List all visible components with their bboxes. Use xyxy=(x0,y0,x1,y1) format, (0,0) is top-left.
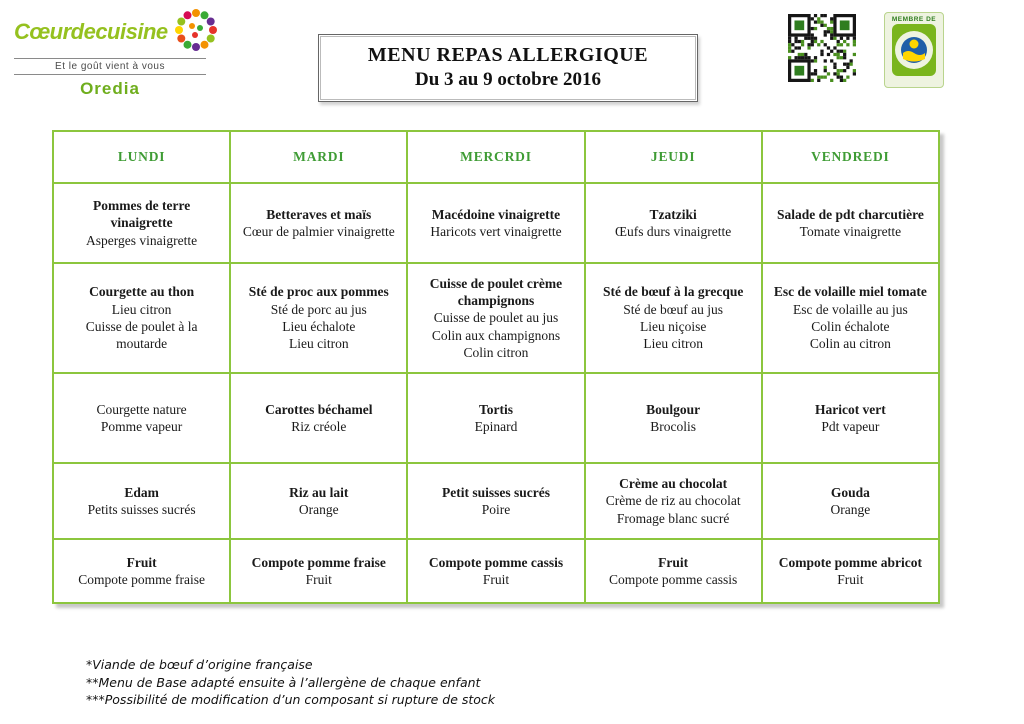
menu-line: Fruit xyxy=(837,572,864,587)
footnote: **Menu de Base adapté ensuite à l’allergène de chaque enfant xyxy=(86,674,481,690)
menu-line: Pdt vapeur xyxy=(821,419,880,434)
cell-laitages-mercrdi xyxy=(407,463,584,539)
table-body xyxy=(53,183,939,603)
menu-line: Courgette au thon xyxy=(89,284,195,300)
menu-line: Tomate vinaigrette xyxy=(799,224,902,239)
menu-line: Lieu échalote xyxy=(282,319,356,334)
menu-line: Colin aux champignons xyxy=(431,327,561,343)
cell-plats-mercrdi xyxy=(407,263,584,373)
menu-line: Fruit xyxy=(126,554,157,570)
cell-accompagnements-vendredi xyxy=(762,373,939,463)
menu-line: Compote pomme fraise xyxy=(78,572,205,587)
menu-line: Pomme vapeur xyxy=(100,419,183,434)
menu-line: Colin citron xyxy=(463,344,529,360)
menu-line: Fromage blanc sucré xyxy=(616,510,730,526)
cell-plats-mardi xyxy=(230,263,407,373)
menu-line: Haricots vert vinaigrette xyxy=(430,224,562,239)
menu-line: Sté de proc aux pommes xyxy=(248,284,389,300)
menu-line: Crème de riz au chocolat xyxy=(605,493,741,509)
menu-line: Sté de bœuf au jus xyxy=(623,301,724,317)
menu-line: Courgette nature xyxy=(96,401,187,417)
menu-row-plats xyxy=(53,263,939,373)
qr-code-icon xyxy=(788,14,856,82)
cell-accompagnements-mardi xyxy=(230,373,407,463)
menu-row-accompagnements xyxy=(53,373,939,463)
member-badge-text: MEMBRE DE xyxy=(891,16,937,23)
menu-line: Compote pomme cassis xyxy=(428,554,564,570)
menu-line: Edam xyxy=(124,484,159,500)
column-header-mercrdi: MERCRDI xyxy=(407,131,584,183)
menu-line: Orange xyxy=(298,502,339,517)
bretagne-emblem-icon xyxy=(890,24,938,83)
cell-entrees-lundi xyxy=(53,183,230,263)
menu-line: Lieu citron xyxy=(288,336,349,352)
menu-line: Fruit xyxy=(482,572,510,587)
menu-line: Asperges vinaigrette xyxy=(86,232,198,248)
menu-line: Haricot vert xyxy=(814,401,886,417)
column-header-mardi: MARDI xyxy=(230,131,407,183)
menu-line: Lieu citron xyxy=(111,301,172,317)
cell-accompagnements-mercrdi xyxy=(407,373,584,463)
menu-line: Cuisse de poulet crème champignons xyxy=(429,275,563,309)
menu-line: Petits suisses sucrés xyxy=(87,502,196,517)
menu-line: Lieu niçoise xyxy=(639,319,707,334)
menu-line: Macédoine vinaigrette xyxy=(431,206,561,222)
title-box xyxy=(318,34,698,102)
cell-accompagnements-jeudi xyxy=(585,373,762,463)
cell-desserts-mercrdi xyxy=(407,539,584,603)
logo xyxy=(14,10,214,99)
menu-line: Boulgour xyxy=(646,401,701,417)
cell-plats-vendredi xyxy=(762,263,939,373)
menu-line: Carottes béchamel xyxy=(265,401,373,417)
menu-line: Gouda xyxy=(830,484,870,500)
menu-line: Sté de bœuf à la grecque xyxy=(602,284,744,300)
cell-desserts-jeudi xyxy=(585,539,762,603)
vegetable-dots-icon xyxy=(170,4,222,61)
cell-desserts-lundi xyxy=(53,539,230,603)
cell-laitages-vendredi xyxy=(762,463,939,539)
menu-line: Poire xyxy=(481,502,511,517)
menu-line: Fruit xyxy=(305,572,332,587)
column-header-vendredi: VENDREDI xyxy=(762,131,939,183)
menu-date-range: Du 3 au 9 octobre 2016 xyxy=(415,69,601,90)
cell-plats-lundi xyxy=(53,263,230,373)
menu-line: Compote pomme cassis xyxy=(609,572,738,587)
menu-line: Colin au citron xyxy=(809,336,891,352)
cell-laitages-mardi xyxy=(230,463,407,539)
footnote: ***Possibilité de modification d’un composant si rupture de stock xyxy=(86,692,496,707)
menu-line: Esc de volaille miel tomate xyxy=(773,284,927,300)
menu-line: Riz au lait xyxy=(289,484,349,500)
menu-title: MENU REPAS ALLERGIQUE xyxy=(367,44,649,66)
menu-line: Œufs durs vinaigrette xyxy=(615,224,732,239)
menu-line: Fruit xyxy=(658,554,689,570)
menu-line: Orange xyxy=(830,502,871,517)
cell-desserts-vendredi xyxy=(762,539,939,603)
footnotes xyxy=(86,656,495,709)
menu-line: Pommes de terre vinaigrette xyxy=(92,198,191,231)
menu-line: Lieu citron xyxy=(643,336,703,352)
cell-entrees-jeudi xyxy=(585,183,762,263)
menu-row-desserts xyxy=(53,539,939,603)
menu-line: Tzatziki xyxy=(649,206,697,222)
menu-line: Sté de porc au jus xyxy=(270,301,367,317)
menu-line: Compote pomme fraise xyxy=(251,554,386,570)
menu-line: Riz créole xyxy=(291,419,347,434)
logo-name: Oredia xyxy=(80,79,140,98)
column-header-lundi: LUNDI xyxy=(53,131,230,183)
cell-entrees-mercrdi xyxy=(407,183,584,263)
menu-line: Cuisse de poulet à la moutarde xyxy=(85,319,198,352)
footnote: *Viande de bœuf d’origine française xyxy=(86,657,313,672)
cell-laitages-lundi xyxy=(53,463,230,539)
cell-laitages-jeudi xyxy=(585,463,762,539)
cell-entrees-mardi xyxy=(230,183,407,263)
menu-line: Cœur de palmier vinaigrette xyxy=(242,224,395,239)
cell-accompagnements-lundi xyxy=(53,373,230,463)
menu-line: Brocolis xyxy=(650,419,697,434)
menu-line: Salade de pdt charcutière xyxy=(776,206,924,222)
menu-row-entrees xyxy=(53,183,939,263)
menu-line: Betteraves et maïs xyxy=(266,206,372,222)
menu-line: Colin échalote xyxy=(811,319,890,334)
membre-de-badge-icon xyxy=(884,12,944,88)
menu-line: Tortis xyxy=(478,401,513,417)
menu-line: Crème au chocolat xyxy=(619,476,728,492)
cell-plats-jeudi xyxy=(585,263,762,373)
menu-line: Petit suisses sucrés xyxy=(441,484,550,500)
menu-table xyxy=(52,130,940,604)
column-header-jeudi: JEUDI xyxy=(585,131,762,183)
cell-desserts-mardi xyxy=(230,539,407,603)
menu-row-laitages xyxy=(53,463,939,539)
menu-line: Epinard xyxy=(474,419,518,434)
cell-entrees-vendredi xyxy=(762,183,939,263)
menu-line: Cuisse de poulet au jus xyxy=(433,310,559,326)
menu-line: Compote pomme abricot xyxy=(778,554,922,570)
menu-line: Esc de volaille au jus xyxy=(793,301,908,317)
logo-title: Cœurdecuisine xyxy=(14,19,168,44)
table-header-row xyxy=(53,131,939,183)
logo-tagline: Et le goût vient à vous xyxy=(14,58,206,75)
